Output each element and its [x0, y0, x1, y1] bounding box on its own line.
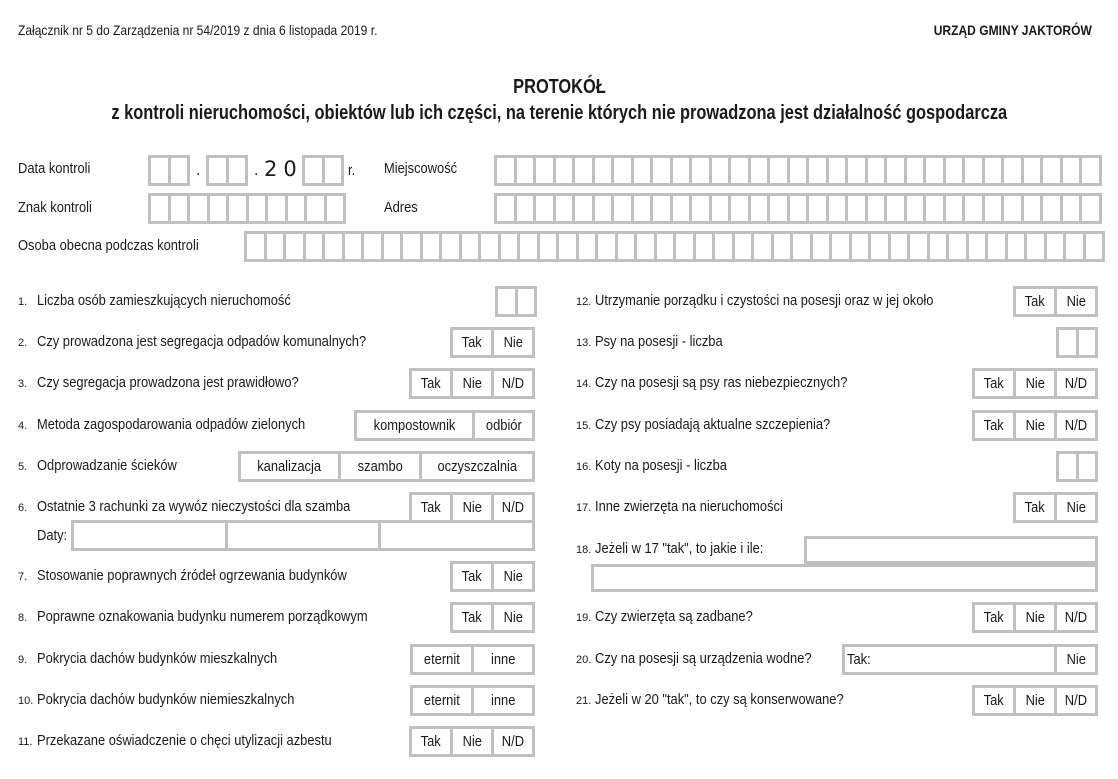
option-label: odbiór: [485, 417, 522, 434]
option-group: [972, 685, 1098, 716]
question-text: Psy na posesji - liczba: [595, 333, 723, 350]
question-label: [18, 333, 420, 350]
option-label: Nie: [1066, 651, 1086, 668]
option-label: N/D: [1064, 609, 1088, 626]
locality-label: Miejscowość: [384, 160, 458, 177]
question-text: Jeżeli w 20 "tak", to czy są konserwowane?: [595, 691, 844, 708]
question-text: Czy psy posiadają aktualne szczepienia?: [595, 416, 831, 433]
option-label: inne: [490, 692, 516, 709]
question-number: 16.: [576, 461, 592, 473]
dates-text: Daty:: [37, 527, 68, 544]
option-0[interactable]: [453, 330, 494, 355]
date-label: Data kontroli: [18, 160, 91, 177]
question-label: [18, 732, 380, 749]
option-label: Nie: [1025, 609, 1045, 626]
question-text: Stosowanie poprawnych źródeł ogrzewania budynków: [37, 567, 347, 584]
option-label: N/D: [501, 375, 525, 392]
document-subtitle: [0, 102, 1118, 125]
question-text: Przekazane oświadczenie o chęci utylizacji azbestu: [37, 732, 332, 749]
option-0[interactable]: [453, 605, 494, 630]
question-text: Ostatnie 3 rachunki za wywóz nieczystości dla szamba: [37, 498, 351, 515]
option-group: [409, 726, 535, 757]
option-group: [972, 602, 1098, 633]
question-text: Inne zwierzęta na nieruchomości: [595, 498, 783, 515]
question-number: 13.: [576, 337, 592, 349]
sign-label: Znak kontroli: [18, 199, 92, 216]
question-number: 15.: [576, 420, 592, 432]
option-label: eternit: [424, 692, 460, 709]
option-0[interactable]: [241, 454, 341, 479]
question-label: [576, 374, 888, 391]
option-label: eternit: [424, 651, 460, 668]
option-label: Nie: [503, 334, 523, 351]
option-group: [450, 602, 535, 633]
option-label: Nie: [1025, 692, 1045, 709]
year-suffix: r.: [348, 162, 356, 179]
person-input[interactable]: [244, 231, 1105, 262]
other-animals-input-2[interactable]: [591, 564, 1098, 592]
option-0[interactable]: [975, 688, 1016, 713]
option-nie[interactable]: [1057, 647, 1095, 672]
question-number: 11.: [18, 736, 33, 748]
sign-input[interactable]: [148, 193, 346, 224]
count-input[interactable]: [495, 286, 537, 317]
question-label: [18, 292, 332, 309]
option-1[interactable]: [341, 454, 422, 479]
option-group: [410, 685, 535, 716]
date-month-input[interactable]: [206, 155, 248, 186]
question-label: [18, 691, 336, 708]
question-number: 7.: [18, 571, 28, 583]
option-label: N/D: [1064, 417, 1088, 434]
option-0[interactable]: [413, 647, 474, 672]
option-label: szambo: [357, 458, 403, 475]
option-2[interactable]: [1057, 688, 1095, 713]
question-label: [576, 498, 813, 515]
date-day-input[interactable]: [148, 155, 190, 186]
question-number: 14.: [576, 378, 592, 390]
question-number: 9.: [18, 654, 28, 666]
question-number: 4.: [18, 420, 28, 432]
question-text: Jeżeli w 17 "tak", to jakie i ile:: [595, 540, 764, 557]
option-group: [1013, 492, 1098, 523]
question-number: 21.: [576, 695, 592, 707]
dates-label: [37, 527, 72, 544]
document-title: [0, 76, 1118, 99]
option-group: [450, 327, 535, 358]
option-1[interactable]: [474, 647, 532, 672]
option-group: [410, 644, 535, 675]
option-2[interactable]: [494, 729, 532, 754]
option-1[interactable]: [474, 688, 532, 713]
option-label: kompostownik: [373, 417, 456, 434]
locality-input[interactable]: [494, 155, 1102, 186]
option-group: [354, 410, 535, 441]
option-label: Nie: [1025, 417, 1045, 434]
question-label: [576, 292, 989, 309]
option-label: N/D: [1064, 375, 1088, 392]
option-group: [450, 561, 535, 592]
address-input[interactable]: [494, 193, 1102, 224]
option-2[interactable]: [1057, 605, 1095, 630]
question-label: [576, 416, 869, 433]
option-group: [972, 410, 1098, 441]
office-name: URZĄD GMINY JAKTORÓW: [933, 22, 1092, 38]
question-number: 19.: [576, 612, 592, 624]
option-label: Nie: [462, 733, 482, 750]
year-prefix: 20: [264, 157, 303, 181]
option-group: [1013, 286, 1098, 317]
option-1[interactable]: [1016, 688, 1057, 713]
option-0[interactable]: [412, 729, 453, 754]
date-year-input[interactable]: [302, 155, 344, 186]
option-label: Nie: [503, 609, 523, 626]
question-number: 2.: [18, 337, 28, 349]
question-text: Liczba osób zamieszkujących nieruchomość: [37, 292, 291, 309]
option-1[interactable]: [475, 413, 532, 438]
option-label: kanalizacja: [257, 458, 322, 475]
question-text: Czy zwierzęta są zadbane?: [595, 608, 753, 625]
option-label: Tak: [1024, 293, 1046, 310]
question-text: Metoda zagospodarowania odpadów zielonych: [37, 416, 306, 433]
question-number: 10.: [18, 695, 34, 707]
option-0[interactable]: [1016, 495, 1057, 520]
option-label: Tak: [983, 692, 1005, 709]
option-label: Tak: [1024, 499, 1046, 516]
question-number: 17.: [576, 502, 592, 514]
option-tak-field[interactable]: [845, 647, 1057, 672]
question-text: Pokrycia dachów budynków mieszkalnych: [37, 650, 278, 667]
question-text: Czy na posesji są urządzenia wodne?: [595, 650, 812, 667]
option-0[interactable]: [413, 688, 474, 713]
option-label: Tak: [983, 375, 1005, 392]
option-1[interactable]: [494, 564, 532, 589]
question-label: [18, 498, 401, 515]
option-label: inne: [490, 651, 516, 668]
option-1[interactable]: [453, 371, 494, 396]
option-1[interactable]: [494, 330, 532, 355]
option-1[interactable]: [1016, 605, 1057, 630]
question-text: Czy na posesji są psy ras niebezpiecznych?: [595, 374, 848, 391]
other-animals-input[interactable]: [804, 536, 1098, 564]
count-input[interactable]: [1056, 327, 1098, 358]
option-0[interactable]: [412, 371, 453, 396]
question-number: 5.: [18, 461, 28, 473]
date-separator-2: .: [254, 162, 259, 179]
option-label: Tak: [461, 334, 483, 351]
subtitle-text: z kontroli nieruchomości, obiektów lub ich części, na terenie których nie prowadzona jest działalność gospodarcza: [111, 102, 1007, 124]
option-1[interactable]: [494, 605, 532, 630]
question-number: 12.: [576, 296, 592, 308]
address-label: Adres: [384, 199, 418, 216]
question-label: [18, 457, 200, 474]
option-label: Tak: [420, 733, 442, 750]
title-text: PROTOKÓŁ: [512, 76, 606, 98]
option-label: Tak: [983, 417, 1005, 434]
question-number: 3.: [18, 378, 28, 390]
option-1[interactable]: [1057, 495, 1095, 520]
option-group: [238, 451, 535, 482]
question-label: [18, 567, 397, 584]
count-input[interactable]: [1056, 451, 1098, 482]
option-group: [409, 368, 535, 399]
question-label: [18, 374, 341, 391]
option-0[interactable]: [357, 413, 475, 438]
question-text: Czy segregacja prowadzona jest prawidłowo?: [37, 374, 299, 391]
question-label: [576, 540, 791, 557]
option-1[interactable]: [1057, 289, 1095, 314]
question-label: [18, 416, 349, 433]
option-1[interactable]: [1016, 371, 1057, 396]
date-field-0[interactable]: [74, 523, 228, 548]
question-label: [18, 650, 316, 667]
option-0[interactable]: [412, 495, 453, 520]
option-label: Tak: [420, 499, 442, 516]
option-1[interactable]: [453, 729, 494, 754]
annex-note: Załącznik nr 5 do Zarządzenia nr 54/2019 z dnia 6 listopada 2019 r.: [18, 22, 378, 38]
option-label: Nie: [1025, 375, 1045, 392]
question-label: [576, 608, 778, 625]
question-label: [576, 333, 743, 350]
question-number: 1.: [18, 296, 28, 308]
option-label: Tak: [983, 609, 1005, 626]
question-text: Koty na posesji - liczba: [595, 457, 727, 474]
option-label: N/D: [1064, 692, 1088, 709]
dates-fields: [71, 520, 535, 551]
option-0[interactable]: [975, 605, 1016, 630]
option-label: Tak: [461, 568, 483, 585]
option-label: Nie: [1066, 499, 1086, 516]
water-options: [842, 644, 1098, 675]
date-separator: .: [196, 162, 201, 179]
option-2[interactable]: [1057, 371, 1095, 396]
option-0[interactable]: [975, 371, 1016, 396]
date-field-1[interactable]: [228, 523, 382, 548]
date-field-2[interactable]: [381, 523, 532, 548]
option-2[interactable]: [1057, 413, 1095, 438]
option-2[interactable]: [422, 454, 532, 479]
option-label: Tak: [461, 609, 483, 626]
option-2[interactable]: [494, 371, 532, 396]
question-number: 20.: [576, 654, 592, 666]
option-label: Nie: [462, 375, 482, 392]
option-group: [409, 492, 535, 523]
option-0[interactable]: [975, 413, 1016, 438]
question-number: 6.: [18, 502, 28, 514]
question-text: Utrzymanie porządku i czystości na posesji oraz w jej około: [595, 292, 934, 309]
option-1[interactable]: [1016, 413, 1057, 438]
option-label: Nie: [1066, 293, 1086, 310]
option-1[interactable]: [453, 495, 494, 520]
option-label: Nie: [462, 499, 482, 516]
option-0[interactable]: [1016, 289, 1057, 314]
option-label: Tak: [420, 375, 442, 392]
person-label: Osoba obecna podczas kontroli: [18, 237, 199, 254]
option-label: Tak:: [847, 651, 871, 668]
question-label: [576, 691, 884, 708]
option-label: N/D: [501, 733, 525, 750]
option-2[interactable]: [494, 495, 532, 520]
question-number: 8.: [18, 612, 28, 624]
question-number: 18.: [576, 544, 592, 556]
question-label: [18, 608, 421, 625]
option-label: N/D: [501, 499, 525, 516]
question-text: Czy prowadzona jest segregacja odpadów komunalnych?: [37, 333, 367, 350]
option-group: [972, 368, 1098, 399]
question-label: [576, 457, 748, 474]
option-label: Nie: [503, 568, 523, 585]
question-label: [576, 650, 847, 667]
question-text: Odprowadzanie ścieków: [37, 457, 177, 474]
option-0[interactable]: [453, 564, 494, 589]
option-label: oczyszczalnia: [437, 458, 517, 475]
question-text: Pokrycia dachów budynków niemieszkalnych: [37, 691, 295, 708]
question-text: Poprawne oznakowania budynku numerem porządkowym: [37, 608, 368, 625]
